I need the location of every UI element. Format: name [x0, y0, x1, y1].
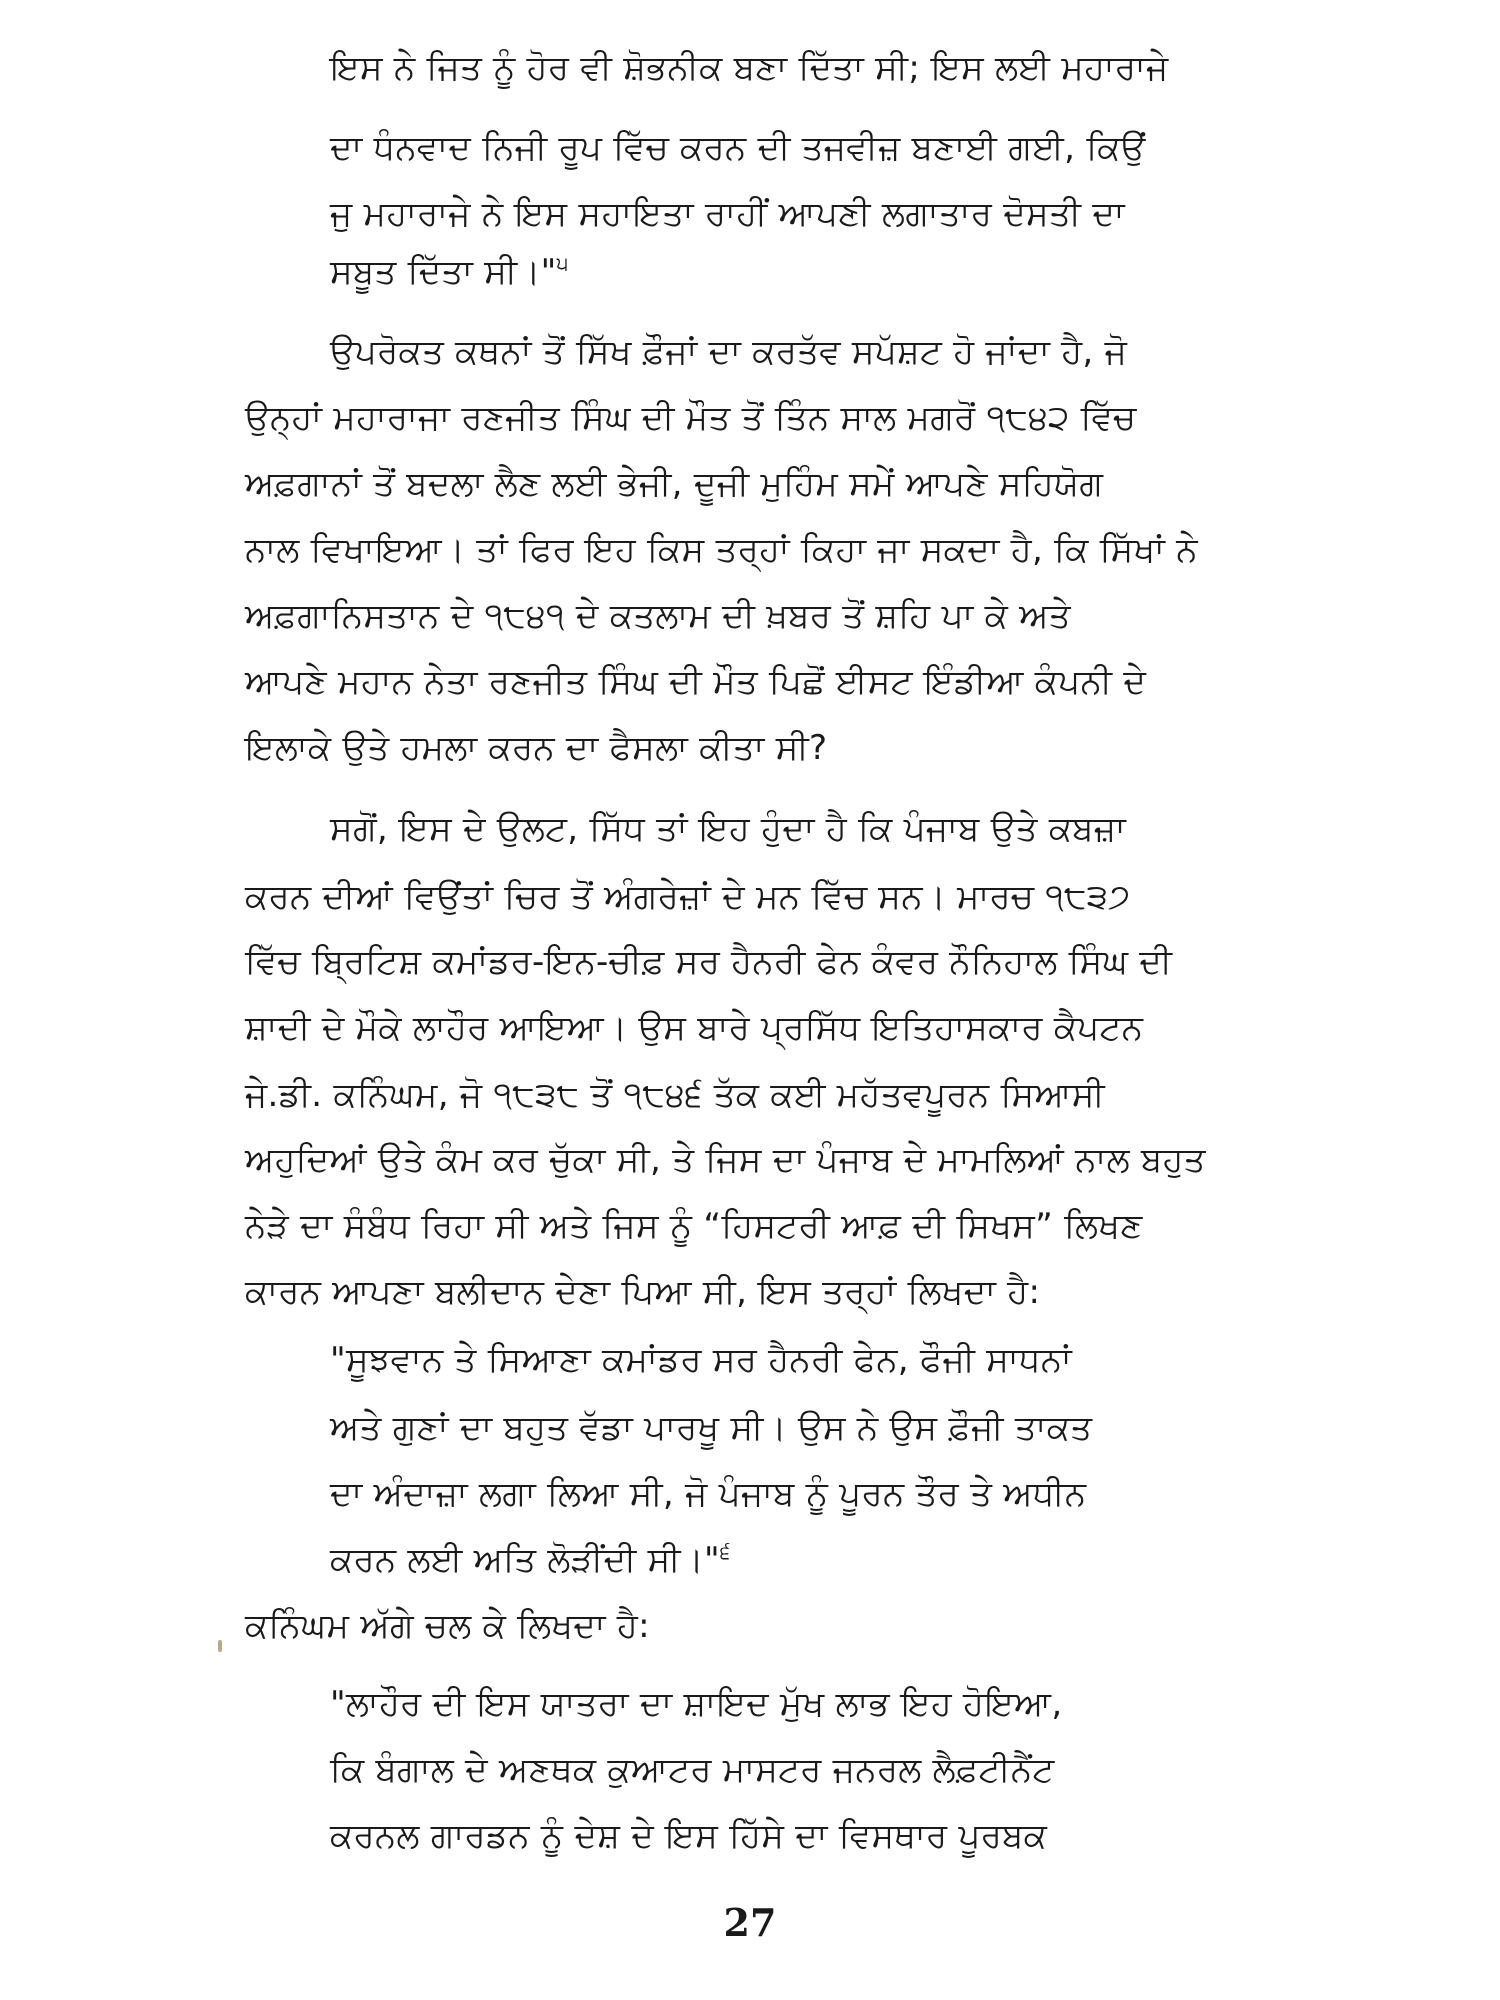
footnote-marker: ੫: [556, 251, 569, 276]
paragraph-line: ਉਨ੍ਹਾਂ ਮਹਾਰਾਜਾ ਰਣਜੀਤ ਸਿੰਘ ਦੀ ਮੌਤ ਤੋਂ ਤਿੰਨ ਸਾਲ ਮਗਰੋਂ ੧੮੪੨ ਵਿੱਚ: [245, 398, 1137, 438]
paragraph-line: ਅਫ਼ਗਾਨਾਂ ਤੋਂ ਬਦਲਾ ਲੈਣ ਲਈ ਭੇਜੀ, ਦੂਜੀ ਮੁਹਿੰਮ ਸਮੇਂ ਆਪਣੇ ਸਹਿਯੋਗ: [245, 464, 1104, 504]
quote-line-last: [330, 1536, 730, 1584]
paragraph-line: ਕਾਰਨ ਆਪਣਾ ਬਲੀਦਾਨ ਦੇਣਾ ਪਿਆ ਸੀ, ਇਸ ਤਰ੍ਹਾਂ ਲਿਖਦਾ ਹੈ:: [245, 1272, 1041, 1312]
quote-line-last: [330, 248, 569, 296]
paragraph-line: ਉਪਰੋਕਤ ਕਥਨਾਂ ਤੋਂ ਸਿੱਖ ਫ਼ੌਜਾਂ ਦਾ ਕਰਤੱਵ ਸਪੱਸ਼ਟ ਹੋ ਜਾਂਦਾ ਹੈ, ਜੋ: [330, 332, 1128, 372]
lead-line: ਕਨਿੰਘਮ ਅੱਗੇ ਚਲ ਕੇ ਲਿਖਦਾ ਹੈ:: [245, 1606, 650, 1646]
page-number: 27: [723, 1900, 777, 1945]
quote-line: ਜੁ ਮਹਾਰਾਜੇ ਨੇ ਇਸ ਸਹਾਇਤਾ ਰਾਹੀਂ ਆਪਣੀ ਲਗਾਤਾਰ ਦੋਸਤੀ ਦਾ: [330, 194, 1125, 234]
paragraph-line: ਅਹੁਦਿਆਂ ਉਤੇ ਕੰਮ ਕਰ ਚੁੱਕਾ ਸੀ, ਤੇ ਜਿਸ ਦਾ ਪੰਜਾਬ ਦੇ ਮਾਮਲਿਆਂ ਨਾਲ ਬਹੁਤ: [245, 1140, 1206, 1180]
quote-line: ਇਸ ਨੇ ਜਿਤ ਨੂੰ ਹੋਰ ਵੀ ਸ਼ੋਭਨੀਕ ਬਣਾ ਦਿੱਤਾ ਸੀ; ਇਸ ਲਈ ਮਹਾਰਾਜੇ: [330, 48, 1169, 88]
paragraph-line: ਕਰਨ ਦੀਆਂ ਵਿਉਂਤਾਂ ਚਿਰ ਤੋਂ ਅੰਗਰੇਜ਼ਾਂ ਦੇ ਮਨ ਵਿੱਚ ਸਨ। ਮਾਰਚ ੧੮੩੭: [245, 877, 1131, 917]
paragraph-line: ਅਫ਼ਗਾਨਿਸਤਾਨ ਦੇ ੧੮੪੧ ਦੇ ਕਤਲਾਮ ਦੀ ਖ਼ਬਰ ਤੋਂ ਸ਼ਹਿ ਪਾ ਕੇ ਅਤੇ: [245, 596, 1071, 636]
quote-line: ਦਾ ਅੰਦਾਜ਼ਾ ਲਗਾ ਲਿਆ ਸੀ, ਜੋ ਪੰਜਾਬ ਨੂੰ ਪੂਰਨ ਤੌਰ ਤੇ ਅਧੀਨ: [330, 1474, 1087, 1514]
quote-line: ਕਿ ਬੰਗਾਲ ਦੇ ਅਣਥਕ ਕੁਆਟਰ ਮਾਸਟਰ ਜਨਰਲ ਲੈਫ਼ਟੀਨੈਂਟ: [330, 1750, 1055, 1790]
paragraph-line: ਵਿੱਚ ਬ੍ਰਿਟਿਸ਼ ਕਮਾਂਡਰ-ਇਨ-ਚੀਫ਼ ਸਰ ਹੈਨਰੀ ਫੇਨ ਕੰਵਰ ਨੌਨਿਹਾਲ ਸਿੰਘ ਦੀ: [245, 942, 1173, 982]
paragraph-line: ਨੇੜੇ ਦਾ ਸੰਬੰਧ ਰਿਹਾ ਸੀ ਅਤੇ ਜਿਸ ਨੂੰ “ਹਿਸਟਰੀ ਆਫ਼ ਦੀ ਸਿਖਸ” ਲਿਖਣ: [245, 1206, 1143, 1246]
paper-speck: [218, 1640, 222, 1652]
quote-text: ਕਰਨ ਲਈ ਅਤਿ ਲੋੜੀਂਦੀ ਸੀ।": [330, 1540, 720, 1580]
quote-line: ਅਤੇ ਗੁਣਾਂ ਦਾ ਬਹੁਤ ਵੱਡਾ ਪਾਰਖੂ ਸੀ। ਉਸ ਨੇ ਉਸ ਫ਼ੌਜੀ ਤਾਕਤ: [330, 1408, 1093, 1448]
paragraph-line: ਸ਼ਾਦੀ ਦੇ ਮੌਕੇ ਲਾਹੌਰ ਆਇਆ। ਉਸ ਬਾਰੇ ਪ੍ਰਸਿੱਧ ਇਤਿਹਾਸਕਾਰ ਕੈਪਟਨ: [245, 1008, 1144, 1048]
paragraph-line: ਸਗੋਂ, ਇਸ ਦੇ ਉਲਟ, ਸਿੱਧ ਤਾਂ ਇਹ ਹੁੰਦਾ ਹੈ ਕਿ ਪੰਜਾਬ ਉਤੇ ਕਬਜ਼ਾ: [330, 809, 1127, 849]
quote-line: ਕਰਨਲ ਗਾਰਡਨ ਨੂੰ ਦੇਸ਼ ਦੇ ਇਸ ਹਿੱਸੇ ਦਾ ਵਿਸਥਾਰ ਪੂਰਬਕ: [330, 1816, 1048, 1856]
quote-line: ਦਾ ਧੰਨਵਾਦ ਨਿਜੀ ਰੂਪ ਵਿੱਚ ਕਰਨ ਦੀ ਤਜਵੀਜ਼ ਬਣਾਈ ਗਈ, ਕਿਉਂ: [330, 128, 1146, 168]
paragraph-line: ਨਾਲ ਵਿਖਾਇਆ। ਤਾਂ ਫਿਰ ਇਹ ਕਿਸ ਤਰ੍ਹਾਂ ਕਿਹਾ ਜਾ ਸਕਦਾ ਹੈ, ਕਿ ਸਿੱਖਾਂ ਨੇ: [245, 530, 1198, 570]
paragraph-line: ਜੇ.ਡੀ. ਕਨਿੰਘਮ, ਜੋ ੧੮੩੮ ਤੋਂ ੧੮੪੬ ਤੱਕ ਕਈ ਮਹੱਤਵਪੂਰਨ ਸਿਆਸੀ: [245, 1075, 1105, 1115]
quote-line: "ਸੂਝਵਾਨ ਤੇ ਸਿਆਣਾ ਕਮਾਂਡਰ ਸਰ ਹੈਨਰੀ ਫੇਨ, ਫੌਜੀ ਸਾਧਨਾਂ: [330, 1340, 1072, 1380]
paragraph-line: ਆਪਣੇ ਮਹਾਨ ਨੇਤਾ ਰਣਜੀਤ ਸਿੰਘ ਦੀ ਮੌਤ ਪਿਛੋਂ ਈਸਟ ਇੰਡੀਆ ਕੰਪਨੀ ਦੇ: [245, 662, 1147, 702]
paragraph-line: ਇਲਾਕੇ ਉਤੇ ਹਮਲਾ ਕਰਨ ਦਾ ਫੈਸਲਾ ਕੀਤਾ ਸੀ?: [245, 728, 828, 768]
quote-line: "ਲਾਹੌਰ ਦੀ ਇਸ ਯਾਤਰਾ ਦਾ ਸ਼ਾਇਦ ਮੁੱਖ ਲਾਭ ਇਹ ਹੋਇਆ,: [330, 1684, 1063, 1724]
quote-text: ਸਬੂਤ ਦਿੱਤਾ ਸੀ।": [330, 252, 557, 292]
footnote-marker: ੬: [719, 1539, 731, 1564]
